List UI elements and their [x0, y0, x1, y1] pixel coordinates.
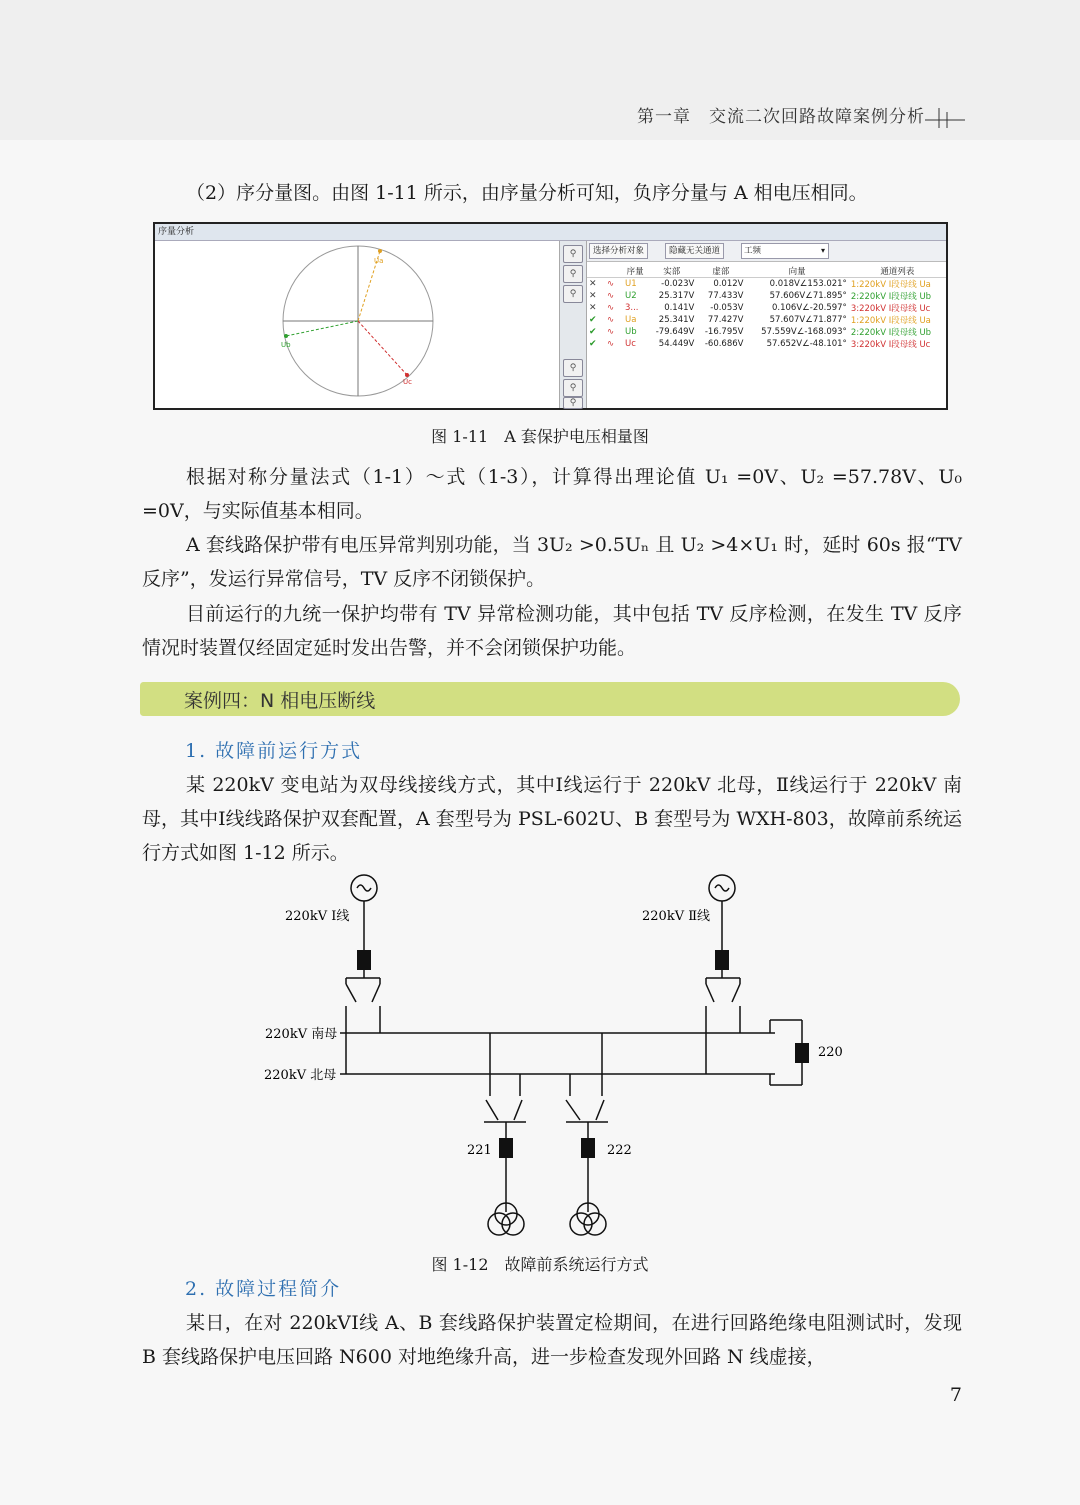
tool-icon-2[interactable]: ⚲: [563, 379, 583, 397]
header-ornament: [925, 104, 967, 130]
phasor-diagram: [155, 241, 559, 408]
row-channel: 3:220kV I段母线 Uc: [850, 340, 931, 350]
tool-icon-1[interactable]: ⚲: [563, 359, 583, 377]
hide-channels-button[interactable]: 隐藏无关通道: [665, 243, 724, 259]
case-banner: [140, 682, 960, 716]
col-seq: 序量: [623, 265, 647, 278]
row-check-icon: ✔: [589, 315, 597, 325]
subsection-2: 2. 故障过程简介: [185, 1278, 342, 1300]
row-check-icon: ✕: [589, 291, 597, 301]
row-imag: -60.686V: [704, 339, 744, 349]
row-imag: -0.053V: [710, 303, 744, 313]
label-221: 221: [467, 1143, 492, 1158]
row-channel: 2:220kV I段母线 Ub: [850, 328, 932, 338]
window-title: 序量分析: [155, 224, 946, 241]
ub-label: Ub: [281, 341, 291, 349]
row-name: U2: [625, 291, 637, 301]
phasor-plot-area: [155, 241, 560, 408]
paragraph-operation-mode: 某 220kV 变电站为双母线接线方式，其中Ⅰ线运行于 220kV 北母，Ⅱ线运行于 220kV 南母，其中Ⅰ线线路保护双套配置，A 套型号为 PSL-602U、B 套型号为 WXH-803，故障前系统运行方式如图 1-12 所示。: [142, 774, 962, 864]
label-bus-south: 220kV 南母: [265, 1027, 338, 1042]
breaker-221: [499, 1138, 513, 1158]
wave-icon: ∿: [607, 315, 615, 325]
figure-caption-1-11: 图 1-11 A 套保护电压相量图: [431, 427, 649, 446]
row-vector: 57.559V∠-168.093°: [761, 327, 847, 337]
uc-label: Uc: [403, 378, 412, 386]
row-check-icon: ✔: [589, 327, 597, 337]
table-row[interactable]: [587, 338, 946, 350]
row-real: 54.449V: [658, 339, 695, 349]
breaker-220: [795, 1043, 809, 1063]
row-vector: 57.652V∠-48.101°: [766, 339, 847, 349]
row-name: U1: [625, 279, 637, 289]
page-number: 7: [949, 1384, 962, 1406]
chapter-title: 第一章 交流二次回路故障案例分析: [637, 107, 925, 127]
row-channel: 2:220kV I段母线 Ub: [850, 292, 932, 302]
wave-icon: ∿: [607, 339, 615, 349]
side-toolbar: [560, 241, 587, 408]
row-name: Ub: [625, 327, 637, 337]
table-row[interactable]: [587, 314, 946, 326]
table-row[interactable]: [587, 302, 946, 314]
row-vector: 57.606V∠71.895°: [769, 291, 847, 301]
ua-label: Ua: [374, 257, 384, 265]
row-name: 3...: [625, 303, 639, 313]
wave-icon: ∿: [607, 303, 615, 313]
paragraph-a-set: A 套线路保护带有电压异常判别功能，当 3U₂ >0.5Uₙ 且 U₂ >4×U₁ 时，延时 60s 报“TV 反序”，发运行异常信号，TV 反序不闭锁保护。: [142, 534, 962, 590]
col-vector: 向量: [745, 265, 848, 278]
row-channel: 1:220kV I段母线 Ua: [850, 280, 931, 290]
row-channel: 3:220kV I段母线 Uc: [850, 304, 931, 314]
breaker-line1: [357, 950, 371, 970]
fit-icon[interactable]: ⚲: [563, 285, 583, 303]
paragraph-theory: 根据对称分量法式（1-1）～式（1-3），计算得出理论值 U₁ =0V、U₂ =57.78V、U₀ =0V，与实际值基本相同。: [142, 466, 962, 522]
col-imag: 虚部: [696, 265, 745, 278]
col-real: 实部: [647, 265, 696, 278]
row-check-icon: ✔: [589, 339, 597, 349]
sequence-table-panel: [587, 241, 946, 408]
figure-caption-1-12: 图 1-12 故障前系统运行方式: [431, 1255, 649, 1274]
select-target-button[interactable]: 选择分析对象: [589, 243, 648, 259]
sequence-analysis-screenshot: [153, 222, 948, 410]
subsection-1: 1. 故障前运行方式: [185, 740, 363, 762]
row-vector: 57.607V∠71.877°: [769, 315, 847, 325]
tool-icon-3[interactable]: ⚲: [563, 397, 583, 409]
row-vector: 0.106V∠-20.597°: [771, 303, 847, 313]
row-imag: 77.433V: [707, 291, 744, 301]
wave-icon: ∿: [607, 291, 615, 301]
paragraph-seq-diagram: （2）序分量图。由图 1-11 所示，由序量分析可知，负序分量与 A 相电压相同。: [186, 182, 868, 204]
label-220: 220: [818, 1045, 843, 1060]
sequence-table: [587, 265, 946, 350]
table-row[interactable]: [587, 290, 946, 302]
row-name: Ua: [625, 315, 637, 325]
breaker-222: [581, 1138, 595, 1158]
row-check-icon: ✕: [589, 279, 597, 289]
page-header: [0, 0, 1080, 140]
table-toolbar: [587, 241, 946, 262]
zoom-icon[interactable]: ⚲: [563, 245, 583, 263]
row-real: 0.141V: [664, 303, 695, 313]
row-real: 25.317V: [658, 291, 695, 301]
row-vector: 0.018V∠153.021°: [769, 279, 847, 289]
case-title: 案例四：N 相电压断线: [184, 690, 376, 712]
paragraph-nine-unified: 目前运行的九统一保护均带有 TV 异常检测功能，其中包括 TV 反序检测，在发生 TV 反序情况时装置仅经固定延时发出告警，并不会闭锁保护功能。: [142, 603, 962, 659]
row-channel: 1:220kV I段母线 Ua: [850, 316, 931, 326]
table-row[interactable]: [587, 278, 946, 291]
zoom-out-icon[interactable]: ⚲: [563, 265, 583, 283]
single-line-diagram: [0, 860, 1080, 1250]
col-channel: 通道列表: [849, 265, 946, 278]
paragraph-fault-process: 某日，在对 220kVⅠ线 A、B 套线路保护装置定检期间，在进行回路绝缘电阻测试时，发现 B 套线路保护电压回路 N600 对地绝缘升高，进一步检查发现外回路 N 线虚接，: [142, 1312, 962, 1368]
row-real: -0.023V: [661, 279, 695, 289]
label-line2: 220kV Ⅱ线: [642, 909, 711, 924]
uc-phasor: [358, 321, 407, 375]
row-real: -79.649V: [655, 327, 695, 337]
row-check-icon: ✕: [589, 303, 597, 313]
row-real: 25.341V: [658, 315, 695, 325]
wave-icon: ∿: [607, 279, 615, 289]
row-imag: 0.012V: [713, 279, 744, 289]
row-imag: 77.427V: [707, 315, 744, 325]
wave-icon: ∿: [607, 327, 615, 337]
label-line1: 220kV Ⅰ线: [285, 909, 350, 924]
row-name: Uc: [625, 339, 636, 349]
frequency-select[interactable]: 工频 ▾: [741, 243, 829, 259]
ub-phasor: [286, 321, 358, 336]
table-row[interactable]: [587, 326, 946, 338]
label-bus-north: 220kV 北母: [264, 1068, 337, 1083]
label-222: 222: [607, 1143, 632, 1158]
breaker-line2: [715, 950, 729, 970]
row-imag: -16.795V: [704, 327, 744, 337]
